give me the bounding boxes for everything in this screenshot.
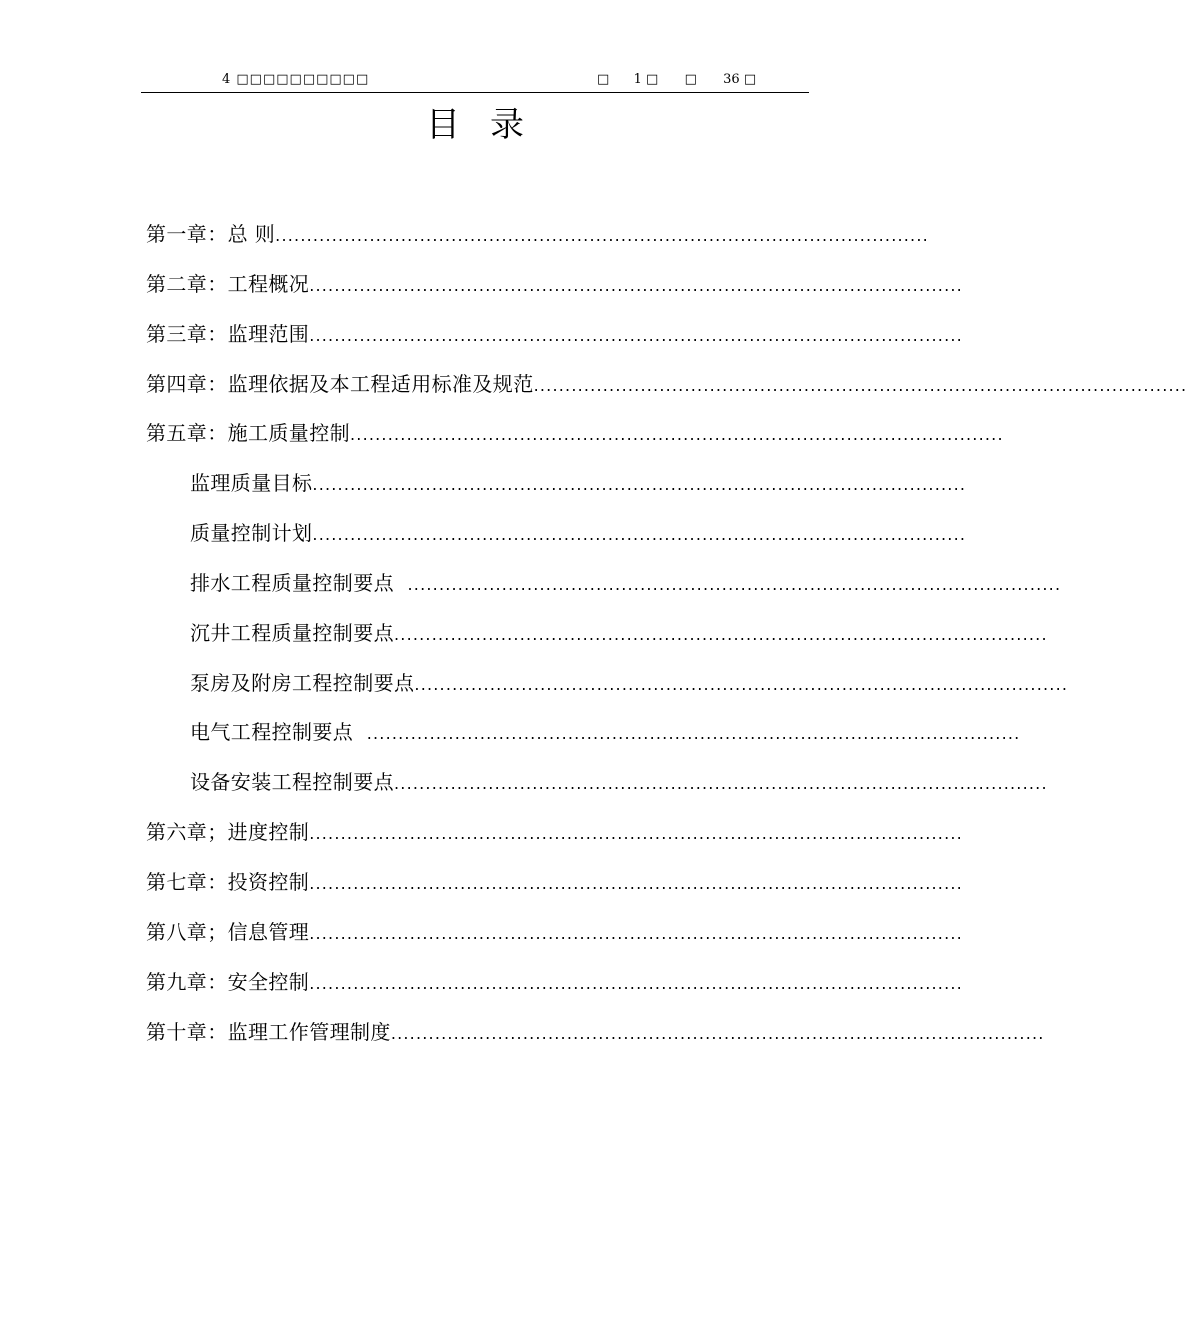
page-of: □: [684, 72, 697, 87]
toc-entry-chapter-9[interactable]: [146, 967, 963, 1017]
page-suffix: □: [743, 72, 757, 87]
toc-entry-label: 第七章：投资控制: [146, 869, 310, 894]
toc-entry-section-drainage[interactable]: [146, 568, 1062, 618]
toc-entry-section-quality-goal[interactable]: [146, 468, 967, 518]
page-total: 36: [723, 72, 740, 87]
page-title: 目录: [426, 105, 554, 145]
toc-entry-label: 排水工程质量控制要点: [190, 570, 408, 595]
header-divider: [141, 92, 809, 93]
toc-entry-chapter-4[interactable]: [146, 369, 1187, 419]
toc-entry-chapter-5[interactable]: [146, 418, 1004, 468]
toc-entry-chapter-2[interactable]: [146, 269, 963, 319]
header-document-title: 4 □□□□□□□□□□: [222, 72, 370, 87]
page-prefix: □: [597, 72, 610, 87]
toc-entry-chapter-3[interactable]: [146, 319, 963, 369]
toc-entry-label: 监理质量目标: [190, 471, 313, 496]
toc-entry-section-electrical[interactable]: [146, 717, 1021, 767]
toc-dot-leader: ........................................................................................................: [309, 873, 963, 893]
toc-dot-leader: ........................................................................................................: [309, 824, 963, 844]
header-page-number: [597, 72, 756, 87]
toc-entry-label: 电气工程控制要点: [190, 720, 367, 745]
toc-entry-section-equipment[interactable]: [146, 767, 1048, 817]
page-header: [141, 70, 809, 92]
toc-dot-leader: ........................................................................................................: [414, 674, 1069, 694]
toc-entry-label: 质量控制计划: [190, 521, 313, 546]
toc-entry-chapter-1[interactable]: [146, 219, 929, 269]
toc-dot-leader: ........................................................................................................: [407, 574, 1062, 594]
toc-dot-leader: ........................................................................................................: [312, 475, 967, 495]
toc-entry-label: 沉井工程质量控制要点: [190, 620, 394, 645]
toc-dot-leader: ........................................................................................................: [390, 1023, 1045, 1043]
toc-entry-label: 第五章：施工质量控制: [146, 421, 350, 446]
toc-dot-leader: ........................................................................................................: [394, 624, 1048, 644]
toc-dot-leader: ........................................................................................................: [309, 325, 963, 345]
toc-entry-chapter-10[interactable]: [146, 1017, 1045, 1067]
toc-entry-chapter-8[interactable]: [146, 917, 963, 967]
toc-dot-leader: ........................................................................................................: [309, 923, 963, 943]
toc-entry-label: 第六章；进度控制: [146, 820, 310, 845]
toc-entry-section-quality-plan[interactable]: [146, 518, 967, 568]
toc-dot-leader: ........................................................................................................: [275, 226, 929, 245]
toc-entry-section-caisson[interactable]: [146, 618, 1048, 668]
toc-dot-leader: ........................................................................................................: [394, 774, 1048, 794]
toc-dot-leader: ........................................................................................................: [309, 973, 963, 993]
page-mid: □: [646, 72, 659, 87]
toc-entry-label: 第三章：监理范围: [146, 321, 310, 346]
page-current: 1: [633, 72, 642, 87]
toc-dot-leader: ........................................................................................................: [309, 275, 963, 295]
toc-entry-chapter-7[interactable]: [146, 867, 963, 917]
toc-entry-label: 第一章：总 则: [146, 222, 276, 246]
toc-dot-leader: ........................................................................................................: [533, 375, 1187, 395]
toc-dot-leader: ........................................................................................................: [312, 525, 967, 545]
toc-dot-leader: ........................................................................................................: [350, 425, 1004, 445]
toc-entry-label: 第八章；信息管理: [146, 919, 310, 944]
toc-entry-section-pump-house[interactable]: [146, 668, 1069, 718]
toc-entry-label: 设备安装工程控制要点: [190, 770, 394, 795]
toc-dot-leader: ........................................................................................................: [366, 724, 1021, 744]
toc-entry-label: 第十章：监理工作管理制度: [146, 1019, 391, 1044]
toc-entry-label: 第九章：安全控制: [146, 969, 310, 994]
toc-entry-label: 第四章：监理依据及本工程适用标准及规范: [146, 371, 534, 396]
toc-entry-label: 第二章：工程概况: [146, 271, 310, 296]
toc-entry-label: 泵房及附房工程控制要点: [190, 670, 415, 695]
toc-entry-chapter-6[interactable]: [146, 817, 963, 867]
table-of-contents: [146, 219, 1187, 1066]
